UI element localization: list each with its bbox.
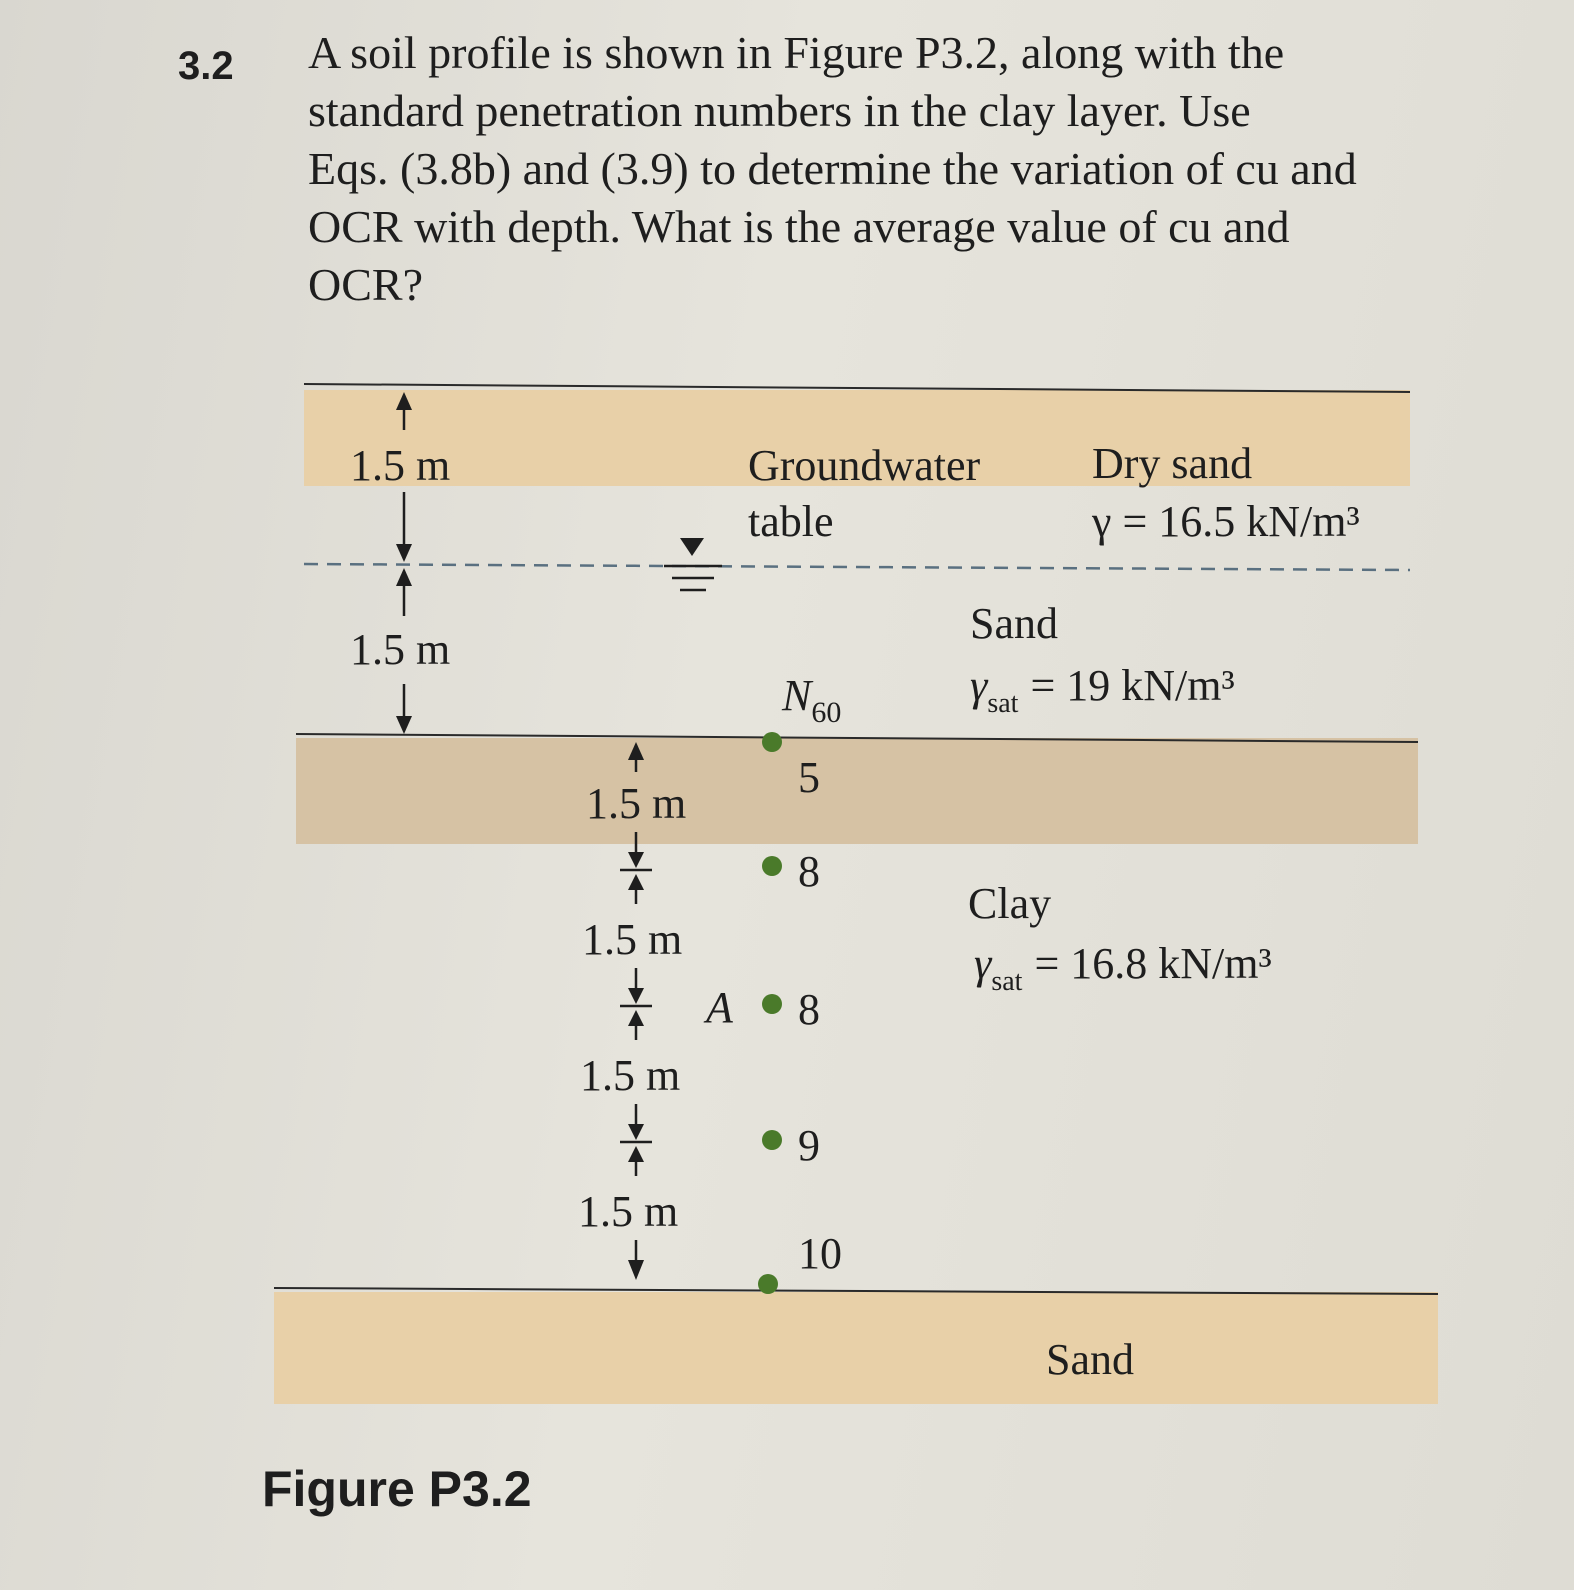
problem-line-5: OCR? (308, 259, 423, 310)
n60-value-3: 8 (798, 985, 820, 1034)
dry-sand-thickness-label: 1.5 m (350, 441, 451, 490)
n60-value-1: 5 (798, 753, 820, 802)
figure-caption: Figure P3.2 (262, 1461, 532, 1517)
dry-sand-unit-weight: γ = 16.5 kN/m³ (1092, 497, 1360, 546)
wet-sand-thickness-label: 1.5 m (350, 625, 451, 674)
clay-layer (296, 738, 1418, 844)
clay-unit-weight: $\gamma_{sat} = 16.8$ kN/m³ (974, 939, 1272, 997)
wet-sand-label: Sand (970, 599, 1058, 648)
clay-spacing-label-3: 1.5 m (580, 1051, 681, 1100)
problem-line-3: Eqs. (3.8b) and (3.9) to determine the variation of cu and (308, 143, 1357, 194)
wet-sand-unit-weight: $\gamma_{sat} = 19$ kN/m³ (970, 661, 1235, 719)
water-table-line (304, 564, 1410, 570)
n60-marker-4 (762, 1130, 782, 1150)
clay-label: Clay (968, 879, 1052, 928)
n60-marker-3 (762, 994, 782, 1014)
n60-value-5: 10 (798, 1229, 842, 1278)
n60-label: $N_{60}$ (782, 671, 842, 729)
dry-sand-label: Dry sand (1092, 439, 1253, 488)
bottom-sand-layer (274, 1292, 1438, 1404)
point-a-label: A (706, 983, 733, 1032)
problem-line-1: A soil profile is shown in Figure P3.2, along with the (308, 27, 1285, 78)
clay-spacing-label-1: 1.5 m (586, 779, 687, 828)
water-table-icon (664, 538, 722, 590)
n60-value-2: 8 (798, 847, 820, 896)
clay-spacing-label-4: 1.5 m (578, 1187, 679, 1236)
n60-marker-1 (762, 732, 782, 752)
clay-spacing-label-2: 1.5 m (582, 915, 683, 964)
n60-value-4: 9 (798, 1121, 820, 1170)
problem-line-2: standard penetration numbers in the clay layer. Use (308, 85, 1251, 136)
bottom-sand-label: Sand (1046, 1335, 1134, 1384)
n60-marker-5 (758, 1274, 778, 1294)
groundwater-label-line-1: Groundwater (748, 441, 981, 490)
problem-number: 3.2 (178, 44, 234, 88)
groundwater-label-line-2: table (748, 497, 834, 546)
n60-marker-2 (762, 856, 782, 876)
problem-line-4: OCR with depth. What is the average value of cu and (308, 201, 1290, 252)
